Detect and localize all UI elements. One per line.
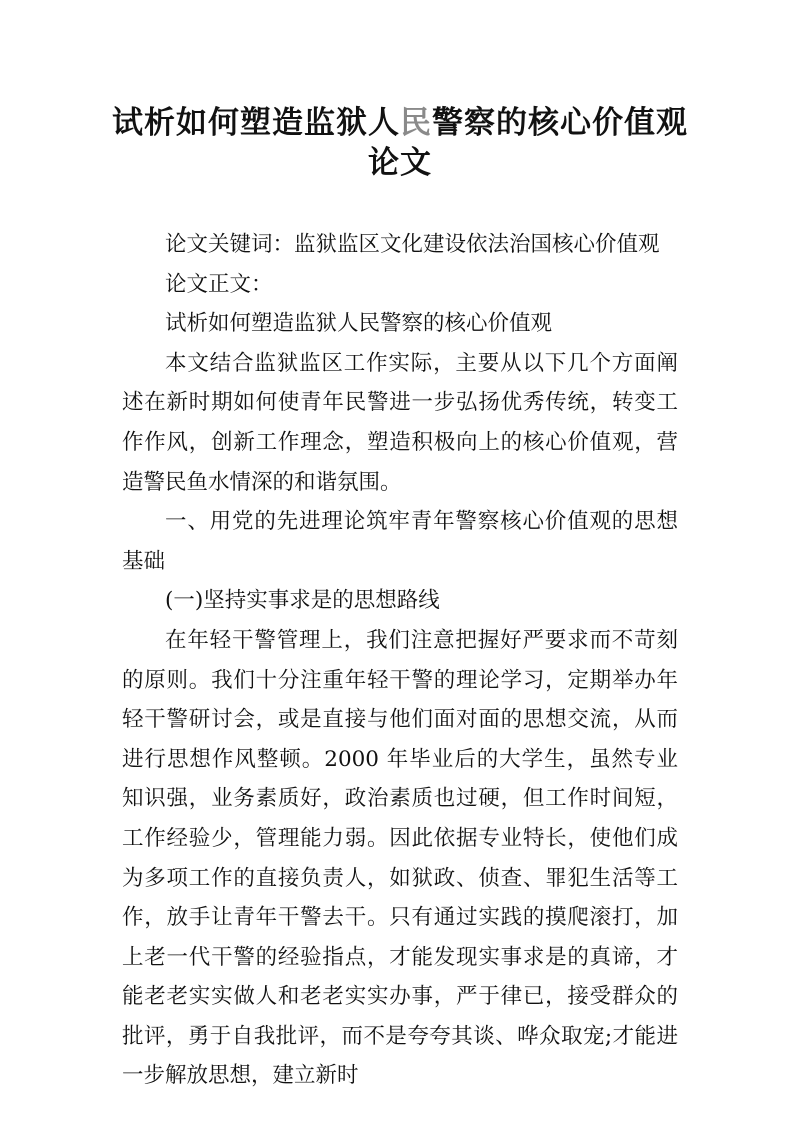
subtitle-paragraph: 试析如何塑造监狱人民警察的核心价值观 bbox=[165, 311, 553, 337]
title-part-b: 警察的核心价值观 bbox=[432, 105, 688, 141]
keywords-paragraph: 论文关键词：监狱监区文化建设依法治国核心价值观 bbox=[165, 232, 660, 257]
body-label-paragraph: 论文正文： bbox=[165, 271, 273, 297]
document-title-line-1 bbox=[0, 103, 800, 143]
subsection-heading-1: (一)坚持实事求是的思想路线 bbox=[165, 588, 440, 614]
document-title-line-2: 论文 bbox=[368, 145, 432, 181]
intro-paragraph: 本文结合监狱监区工作实际，主要从以下几个方面阐述在新时期如何使青年民警进一步弘扬优秀传统，转变工作作风，创新工作理念，塑造积极向上的核心价值观，营造警民鱼水情深的和谐氛围。 bbox=[122, 350, 678, 495]
title-faded-char: 民 bbox=[400, 105, 432, 141]
section-heading-1: 一、用党的先进理论筑牢青年警察核心价值观的思想基础 bbox=[122, 509, 678, 574]
document-body bbox=[122, 225, 678, 1096]
body-paragraph: 在年轻干警管理上，我们注意把握好严要求而不苛刻的原则。我们十分注重年轻干警的理论学习，定期举办年轻干警研讨会，或是直接与他们面对面的思想交流，从而进行思想作风整顿。2000 年毕业后的大学生，虽然专业知识强，业务素质好，政治素质也过硬，但工作时间短，工作经验少，管理能力弱。因此依据专业特长，使他们成为多项工作的直接负责人，如狱政、侦查、罪犯生活等工作，放手让青年干警去干。只有通过实践的摸爬滚打，加上老一代干警的经验指点，才能发现实事求是的真谛，才能老老实实做人和老老实实办事，严于律已，接受群众的批评，勇于自我批评，而不是夸夸其谈、哗众取宠;才能进一步解放思想，建立新时 bbox=[122, 627, 678, 1089]
title-part-a: 试析如何塑造监狱人 bbox=[112, 105, 400, 141]
